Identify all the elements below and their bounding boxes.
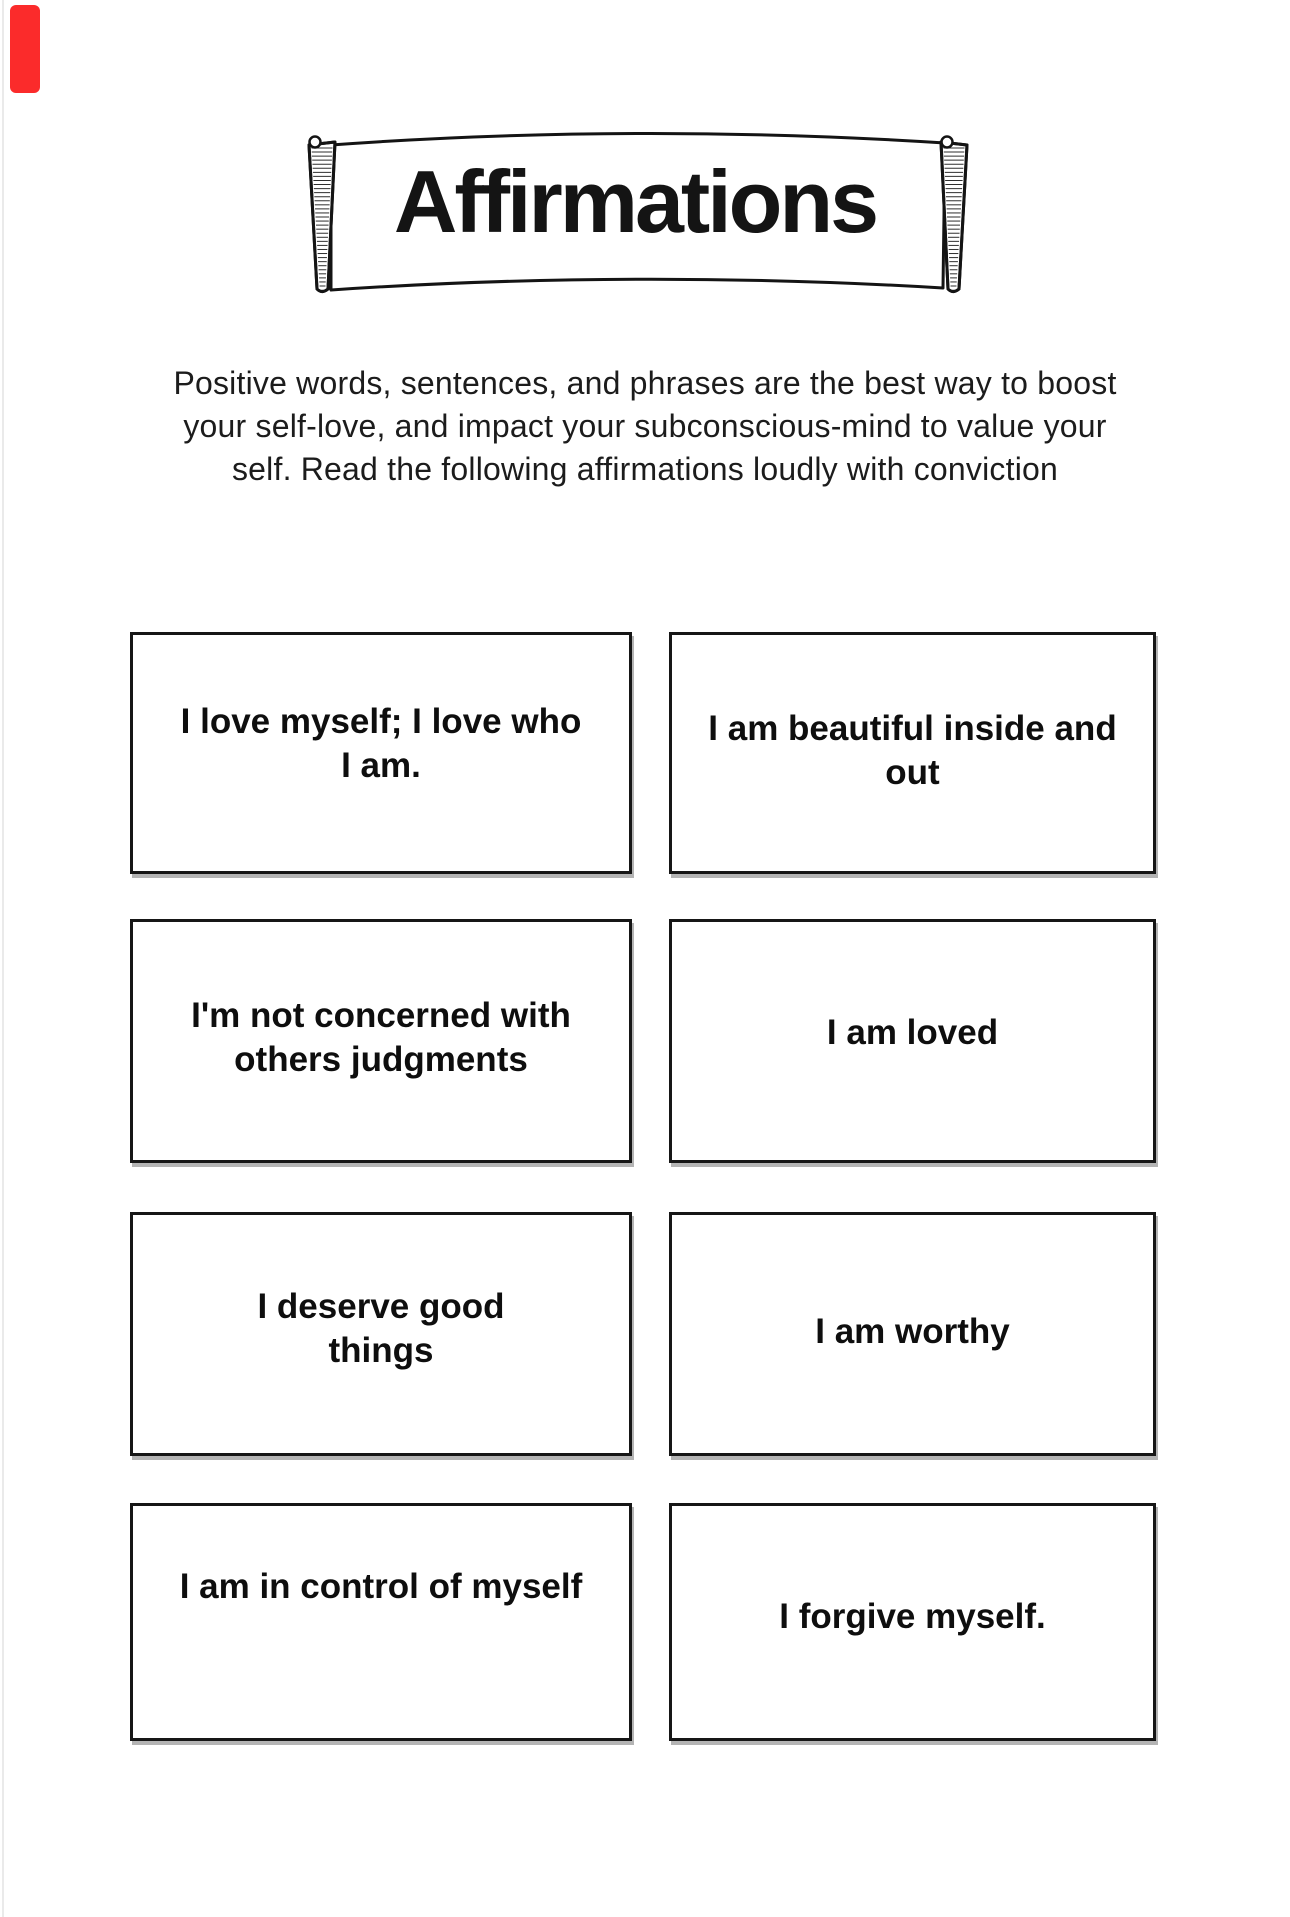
affirmation-text: I am in control of myself xyxy=(179,1567,583,1606)
page-title: Affirmations xyxy=(393,152,877,251)
intro-line: self. Read the following affirmations loudly with conviction xyxy=(231,451,1059,487)
affirmation-text: I am beautiful inside and out xyxy=(708,709,1117,792)
affirmation-card-2 xyxy=(669,632,1156,874)
recording-indicator xyxy=(10,5,40,93)
page-left-edge xyxy=(2,0,4,1917)
intro-paragraph xyxy=(0,362,1290,491)
intro-line: your self-love, and impact your subconscious-mind to value your xyxy=(183,408,1107,444)
affirmation-text: I forgive myself. xyxy=(779,1597,1046,1636)
affirmation-card-6 xyxy=(669,1212,1156,1456)
affirmation-card-7 xyxy=(130,1503,632,1741)
intro-line: Positive words, sentences, and phrases are the best way to boost xyxy=(173,365,1117,401)
title-banner xyxy=(295,123,975,295)
affirmation-card-4 xyxy=(669,919,1156,1163)
affirmation-text: I deserve good things xyxy=(257,1287,505,1370)
affirmation-card-8 xyxy=(669,1503,1156,1741)
affirmation-card-1 xyxy=(130,632,632,874)
affirmation-text: I am loved xyxy=(826,1013,999,1052)
affirmation-card-5 xyxy=(130,1212,632,1456)
affirmation-card-3 xyxy=(130,919,632,1163)
affirmation-text: I am worthy xyxy=(815,1312,1010,1351)
affirmation-text: I love myself; I love who I am. xyxy=(180,702,582,785)
affirmation-text: I'm not concerned with others judgments xyxy=(191,996,571,1079)
